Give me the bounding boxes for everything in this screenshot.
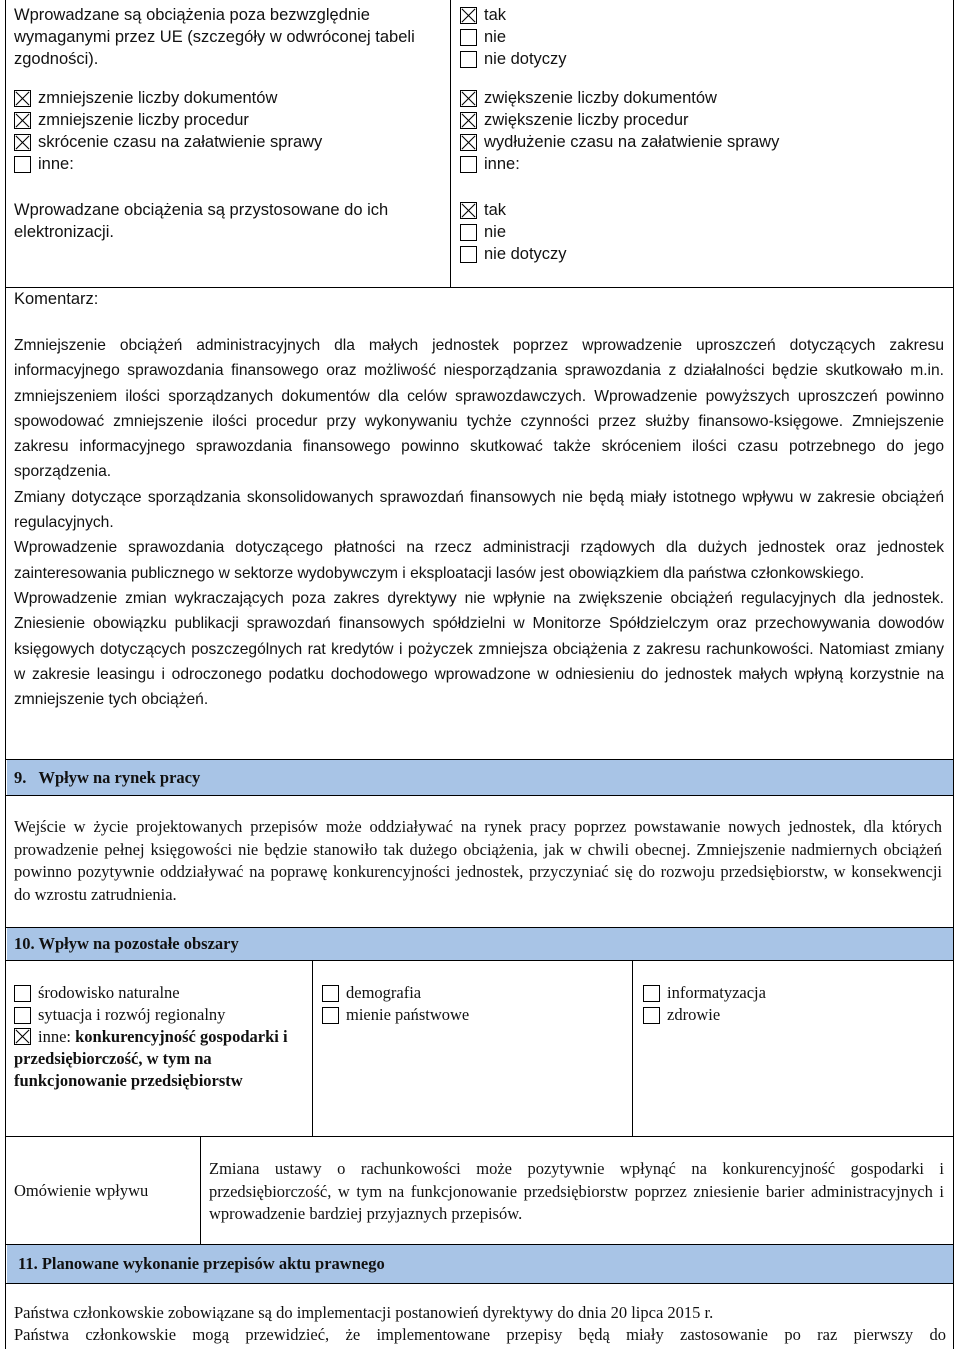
checkbox-icon[interactable] (460, 156, 477, 173)
checkbox-icon[interactable] (460, 51, 477, 68)
option-tak[interactable]: tak (460, 4, 940, 26)
checkbox-icon[interactable] (322, 985, 339, 1002)
checkbox-icon[interactable] (14, 1007, 31, 1024)
impact-discussion-label: Omówienie wpływu (14, 1181, 149, 1200)
option-nie-dotyczy[interactable]: nie dotyczy (460, 243, 940, 265)
option-nie-dotyczy[interactable]: nie dotyczy (460, 48, 940, 70)
other-area-description: konkurencyjność gospodarki i przedsiębiorczość, w tym na funkcjonowanie przedsiębiorstw (14, 1027, 288, 1090)
section-10-heading: 10. Wpływ na pozostałe obszary (14, 934, 239, 953)
option-informatyzacja[interactable]: informatyzacja (643, 982, 943, 1004)
burden-question-text: Wprowadzane są obciążenia poza bezwzględnie wymaganymi przez UE (szczegóły w odwróconej tabeli zgodności). (14, 6, 415, 68)
comment-paragraph: Wprowadzenie zmian wykraczających poza zakres dyrektywy nie wpłynie na zwiększenie obciążeń regulacyjnych dla jednostek. Zniesienie obowiązku publikacji sprawozdań finansowych spółdzielni w Monitorze Spółdzielczym oraz przechowywania dowodów księgowych dotyczących poszczególnych rat kredytów i pożyczek zmniejsza obciążenia z zakresu rachunkowości. Natomiast zmiany w zakresie leasingu i odroczonego podatku dochodowego wprowadzone w odniesieniu do jednostek małych wpłyną korzystnie na zmniejszenie tych obciążeń. (14, 589, 944, 709)
section-9-heading: 9. Wpływ na rynek pracy (14, 768, 201, 787)
checkbox-icon[interactable] (14, 156, 31, 173)
checkbox-icon[interactable] (322, 1007, 339, 1024)
option-skrocenie-czasu[interactable]: skrócenie czasu na załatwienie sprawy (14, 131, 442, 153)
option-inne-areas[interactable]: inne: konkurencyjność gospodarki i przedsiębiorczość, w tym na funkcjonowanie przedsiębiorstw (14, 1027, 288, 1090)
checkbox-icon[interactable] (460, 224, 477, 241)
comment-label: Komentarz: (14, 290, 99, 308)
checkbox-checked-icon[interactable] (460, 90, 477, 107)
checkbox-checked-icon[interactable] (14, 1028, 31, 1045)
implementation-text (14, 1302, 946, 1346)
section-11-heading: 11. Planowane wykonanie przepisów aktu prawnego (18, 1254, 385, 1273)
option-zwiekszenie-procedur[interactable]: zwiększenie liczby procedur (460, 109, 940, 131)
option-zwiekszenie-dokumentow[interactable]: zwiększenie liczby dokumentów (460, 87, 940, 109)
checkbox-checked-icon[interactable] (460, 134, 477, 151)
option-zmniejszenie-dokumentow[interactable]: zmniejszenie liczby dokumentów (14, 87, 442, 109)
option-tak[interactable]: tak (460, 199, 940, 221)
checkbox-icon[interactable] (460, 29, 477, 46)
other-areas-col1 (14, 982, 304, 1092)
checkbox-icon[interactable] (14, 985, 31, 1002)
option-zmniejszenie-procedur[interactable]: zmniejszenie liczby procedur (14, 109, 442, 131)
comment-paragraph: Zmiany dotyczące sporządzania skonsolidowanych sprawozdań finansowych nie będą miały istotnego wpływu w zakresie obciążeń regulacyjnych. (14, 488, 944, 532)
checkbox-checked-icon[interactable] (460, 112, 477, 129)
option-inne-left[interactable]: inne: (14, 153, 442, 175)
electronization-question-text: Wprowadzane obciążenia są przystosowane do ich elektronizacji. (14, 201, 389, 241)
checkbox-checked-icon[interactable] (460, 202, 477, 219)
checkbox-icon[interactable] (643, 985, 660, 1002)
option-zdrowie[interactable]: zdrowie (643, 1004, 943, 1026)
checkbox-checked-icon[interactable] (14, 112, 31, 129)
option-nie[interactable]: nie (460, 26, 940, 48)
impact-discussion-text: Zmiana ustawy o rachunkowości może pozytywnie wpłynąć na konkurencyjność gospodarki i przedsiębiorczość, w tym na funkcjonowanie przedsiębiorstw poprzez zniesienie barier administracyjnych i wprowadzenie bardziej przyjaznych przepisów. (209, 1159, 944, 1223)
reduction-options (14, 87, 442, 175)
option-sytuacja-regionalna[interactable]: sytuacja i rozwój regionalny (14, 1004, 304, 1026)
increase-options (460, 87, 940, 175)
checkbox-checked-icon[interactable] (460, 7, 477, 24)
implementation-line: Państwa członkowskie mogą przewidzieć, że implementowane przepisy będą miały zastosowanie po raz pierwszy do (14, 1325, 946, 1344)
electronization-answer-options (460, 199, 940, 265)
checkbox-checked-icon[interactable] (14, 90, 31, 107)
implementation-line: Państwa członkowskie zobowiązane są do implementacji postanowień dyrektywy do dnia 20 lipca 2015 r. (14, 1303, 714, 1322)
comment-paragraph: Wprowadzenie sprawozdania dotyczącego płatności na rzecz administracji rządowych dla dużych jednostek oraz jednostek zainteresowania publicznego w sektorze wydobywczym i eksploatacji lasów jest obowiązkiem dla państwa członkowskiego. (14, 539, 944, 582)
other-areas-col3 (643, 982, 943, 1026)
option-srodowisko[interactable]: środowisko naturalne (14, 982, 304, 1004)
other-areas-col2 (322, 982, 622, 1026)
option-nie[interactable]: nie (460, 221, 940, 243)
checkbox-checked-icon[interactable] (14, 134, 31, 151)
burden-answer-options (460, 4, 940, 70)
checkbox-icon[interactable] (460, 246, 477, 263)
option-wydluzenie-czasu[interactable]: wydłużenie czasu na załatwienie sprawy (460, 131, 940, 153)
labor-market-text: Wejście w życie projektowanych przepisów może oddziaływać na rynek pracy poprzez powstawanie nowych jednostek, dla których prowadzenie pełnej księgowości nie będzie stanowiło tak dużego obciążenia, jak w chwili obecnej. Zmniejszenie nadmiernych obciążeń powinno pozytywnie oddziaływać na poprawę konkurencyjności jednostek, przyczyniać się do rozwoju przedsiębiorstw, w konsekwencji do wzrostu zatrudnienia. (14, 817, 942, 904)
comment-paragraph: Zmniejszenie obciążeń administracyjnych dla małych jednostek poprzez wprowadzenie uproszczeń dotyczących zakresu informacyjnego sprawozdania finansowego oraz możliwość niesporządzania sprawozdania z działalności będzie skutkowało m.in. zmniejszeniem ilości sporządzanych dokumentów dla celów sprawozdawczych. Wprowadzenie powyższych uproszczeń powinno spowodować zmniejszenie ilości procedur przy wykonywaniu tychże czynności przez służby finansowo-księgowe. Zmniejszenie zakresu informacyjnego sprawozdania finansowego powinno skutkować także skróceniem ilości czasu potrzebnego do jego sporządzenia. (14, 337, 944, 481)
option-mienie-panstwowe[interactable]: mienie państwowe (322, 1004, 622, 1026)
option-demografia[interactable]: demografia (322, 982, 622, 1004)
option-inne-right[interactable]: inne: (460, 153, 940, 175)
comment-text (14, 333, 944, 712)
checkbox-icon[interactable] (643, 1007, 660, 1024)
